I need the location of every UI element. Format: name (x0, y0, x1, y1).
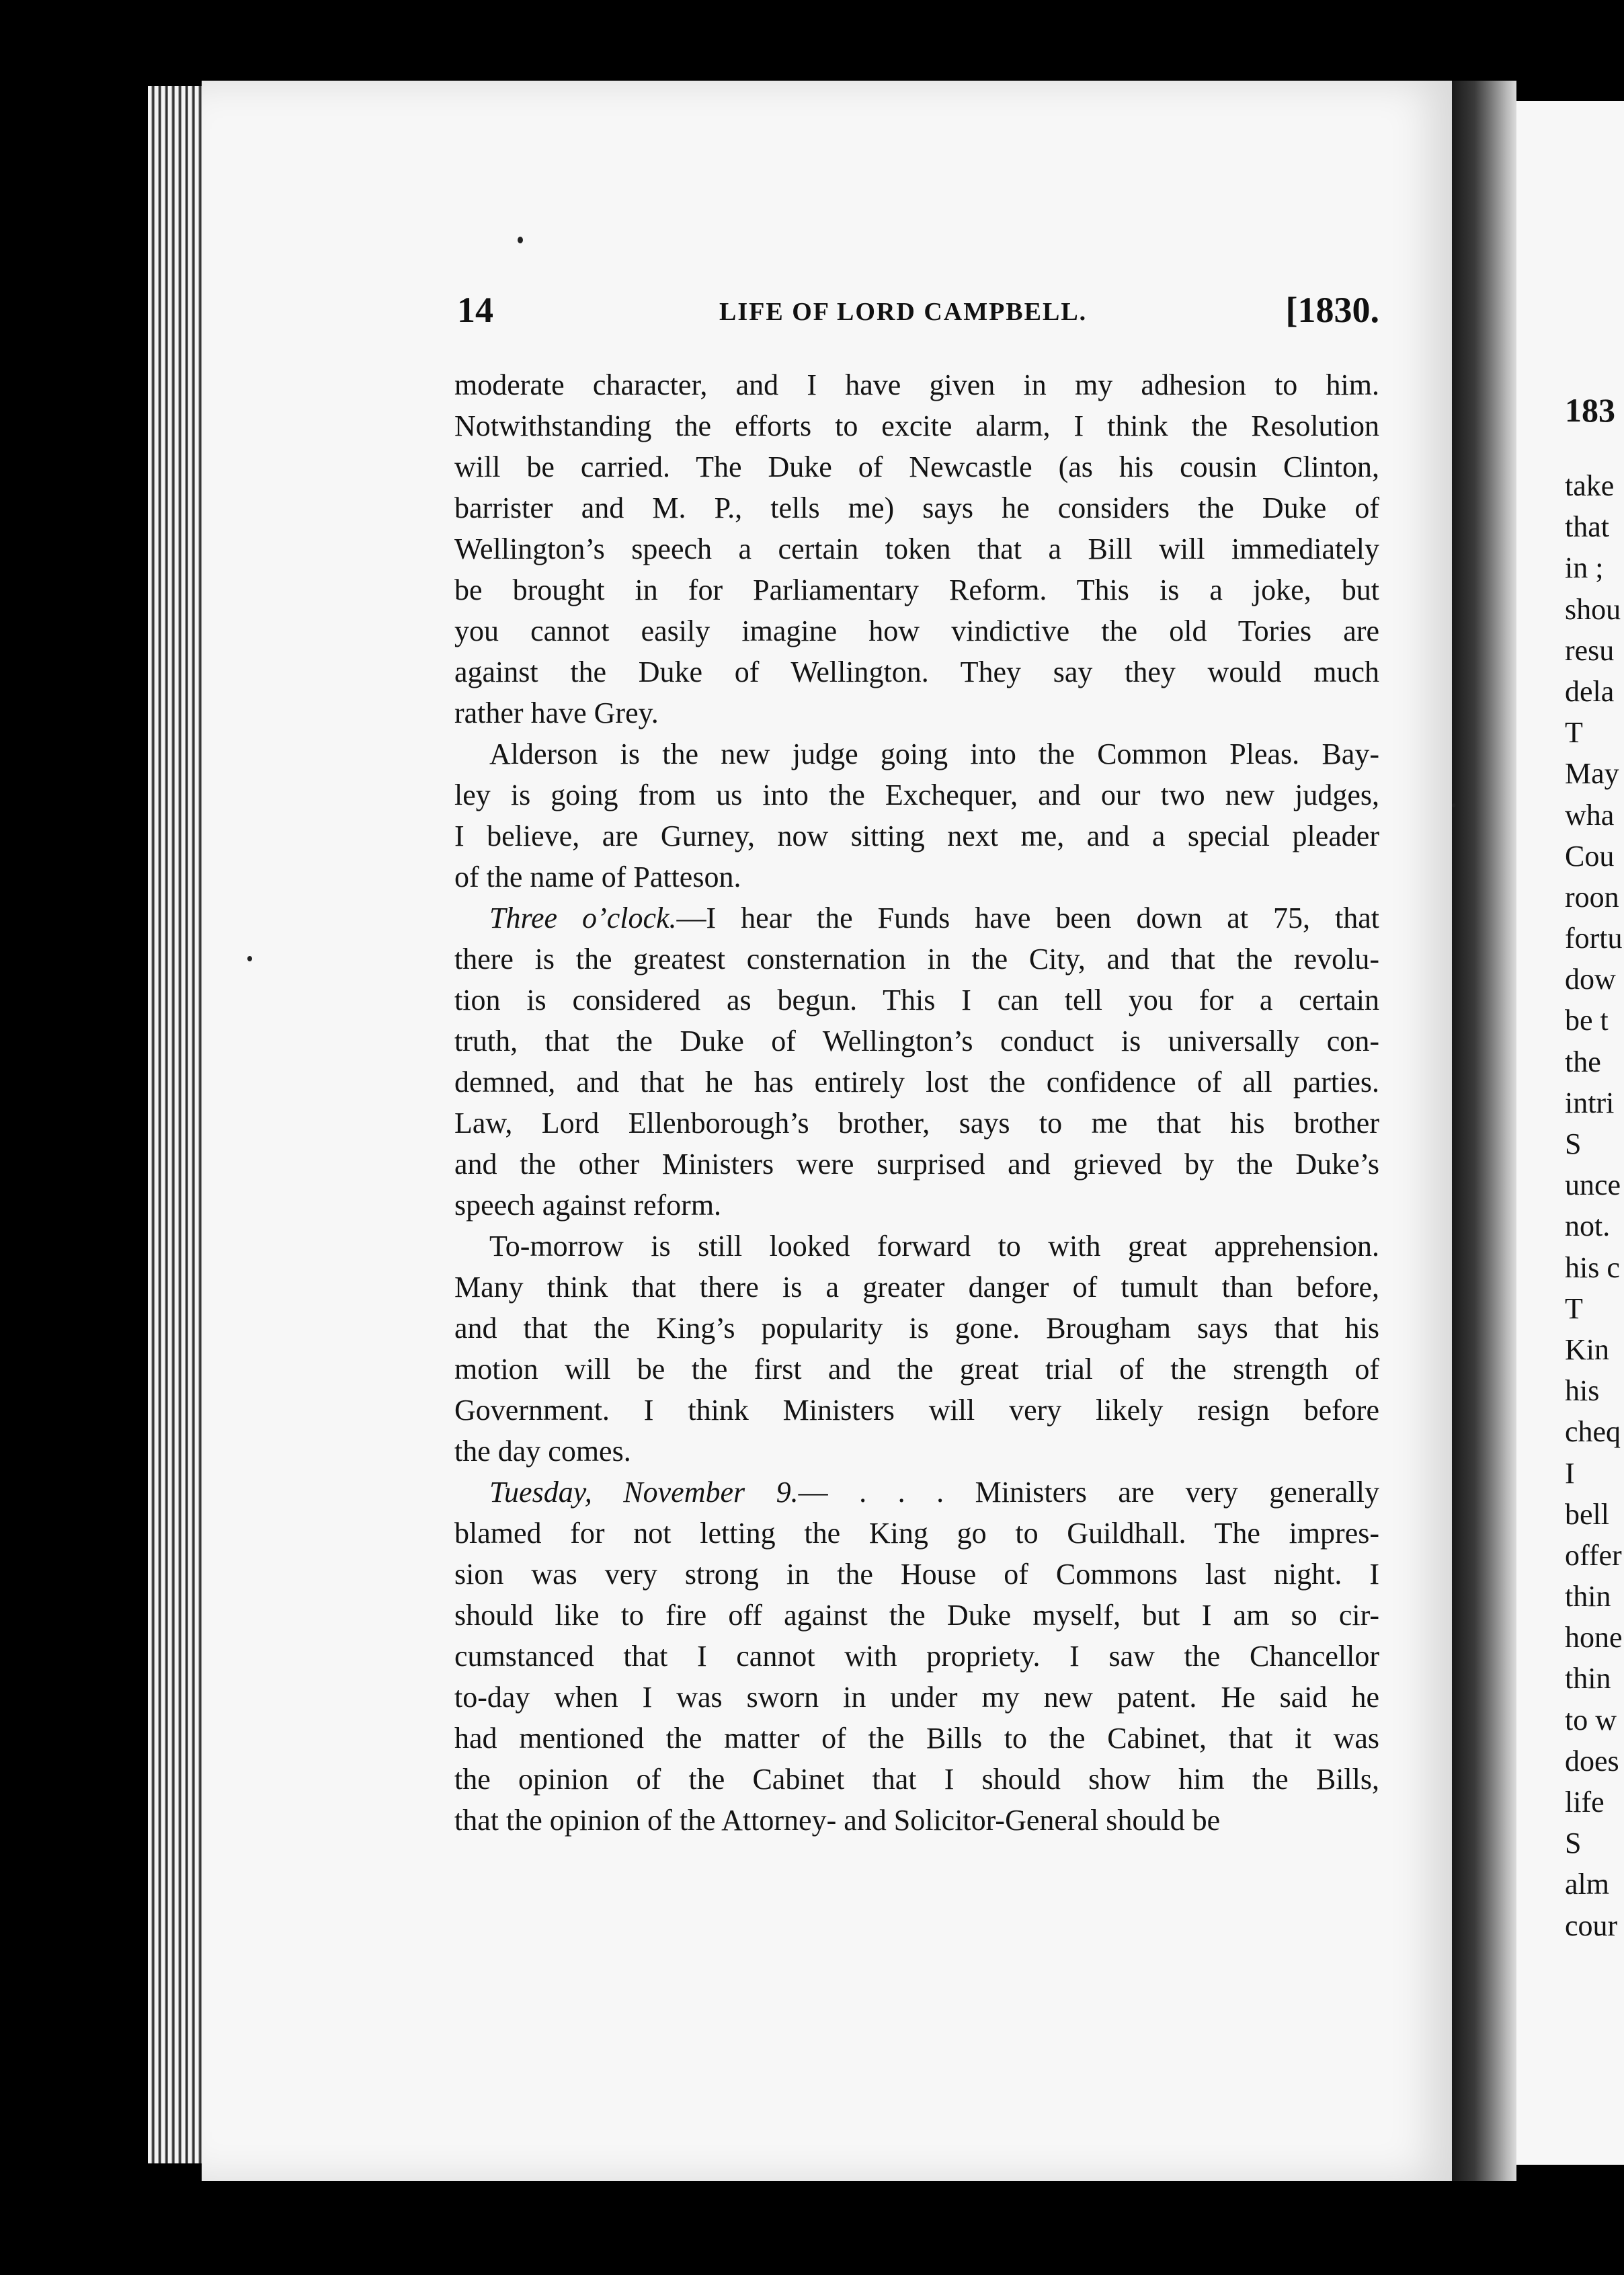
facing-line-fragment: cheq (1565, 1415, 1621, 1449)
line-text: barrister and M. P., tells me) says he considers the Duke of (454, 491, 1379, 524)
line-text: of the name of Patteson. (454, 861, 741, 893)
line-text: against the Duke of Wellington. They say they would much (454, 655, 1379, 688)
header-year: [1830. (1285, 290, 1379, 330)
facing-line-fragment: May (1565, 757, 1619, 791)
text-line (454, 610, 1379, 651)
facing-line-fragment: thin (1565, 1580, 1611, 1613)
facing-line-fragment: to w (1565, 1703, 1617, 1737)
facing-line-fragment: that (1565, 510, 1609, 544)
text-line (454, 1636, 1379, 1677)
facing-line-fragment: unce (1565, 1168, 1621, 1202)
line-text: tion is considered as begun. This I can tell you for a certain (454, 984, 1379, 1016)
line-text: Law, Lord Ellenborough’s brother, says to me that his brother (454, 1107, 1379, 1140)
line-text: had mentioned the matter of the Bills to the Cabinet, that it was (454, 1722, 1379, 1755)
text-line (454, 1103, 1379, 1144)
text-line (454, 1677, 1379, 1718)
facing-line-fragment: S (1565, 1827, 1582, 1860)
text-line (454, 405, 1379, 446)
facing-page-text (1565, 390, 1624, 1946)
facing-line-fragment: cour (1565, 1909, 1618, 1942)
text-line (454, 1144, 1379, 1185)
facing-line-fragment: take (1565, 469, 1615, 502)
scan-speck (1452, 803, 1456, 807)
text-line (454, 815, 1379, 856)
text-line (454, 1431, 1379, 1472)
line-text: To-morrow is still looked forward to with great apprehension. (489, 1230, 1379, 1263)
facing-line-fragment: does (1565, 1744, 1619, 1778)
facing-line-fragment: the (1565, 1045, 1601, 1078)
facing-line-fragment: his (1565, 1374, 1600, 1408)
line-text: sion was very strong in the House of Commons last night. I (454, 1558, 1379, 1591)
line-text: and the other Ministers were surprised and grieved by the Duke’s (454, 1148, 1379, 1181)
text-line (454, 1062, 1379, 1103)
facing-line-fragment: shou (1565, 592, 1621, 626)
line-text: speech against reform. (454, 1189, 722, 1222)
facing-line-fragment: in ; (1565, 551, 1604, 585)
text-line (454, 651, 1379, 692)
line-text: moderate character, and I have given in my adhesion to him. (454, 368, 1379, 401)
line-text: rather have Grey. (454, 696, 659, 729)
text-line (454, 1267, 1379, 1308)
facing-line-fragment: be t (1565, 1004, 1609, 1037)
paragraph-lead: Tuesday, November 9. (489, 1476, 799, 1509)
text-line (454, 980, 1379, 1021)
text-line (454, 1513, 1379, 1554)
line-text: and that the King’s popularity is gone. Brougham says that his (454, 1312, 1379, 1345)
text-line (454, 1308, 1379, 1349)
facing-line-fragment: not. (1565, 1209, 1611, 1243)
facing-line-fragment: T (1565, 716, 1583, 750)
book-gutter (1452, 81, 1516, 2181)
facing-line-fragment: dela (1565, 674, 1615, 708)
page-number: 14 (457, 290, 493, 330)
text-line (454, 774, 1379, 815)
line-text: Government. I think Ministers will very likely resign before (454, 1394, 1379, 1427)
line-text: the opinion of the Cabinet that I should show him the Bills, (454, 1763, 1379, 1796)
line-text: I believe, are Gurney, now sitting next me, and a special pleader (454, 820, 1379, 852)
text-line (454, 364, 1379, 405)
facing-line-fragment: his c (1565, 1250, 1620, 1284)
facing-line-fragment: resu (1565, 633, 1615, 667)
facing-line-fragment: Kin (1565, 1332, 1609, 1366)
facing-line-fragment: life (1565, 1786, 1605, 1819)
facing-line-fragment: hone (1565, 1621, 1623, 1654)
line-text: to-day when I was sworn in under my new patent. He said he (454, 1681, 1379, 1714)
line-text: cumstanced that I cannot with propriety. I saw the Chancellor (454, 1640, 1379, 1673)
facing-line-fragment: S (1565, 1127, 1582, 1160)
running-header (457, 289, 1379, 336)
text-line (454, 1800, 1379, 1841)
line-text: Alderson is the new judge going into the Common Pleas. Bay- (489, 737, 1379, 770)
line-text: Wellington’s speech a certain token that a Bill will immediately (454, 532, 1379, 565)
line-text: will be carried. The Duke of Newcastle (as his cousin Clinton, (454, 450, 1379, 483)
facing-line-fragment: T (1565, 1291, 1583, 1325)
running-title: LIFE OF LORD CAMPBELL. (719, 298, 1088, 326)
line-text: there is the greatest consternation in the City, and that the revolu- (454, 943, 1379, 975)
text-line (454, 1185, 1379, 1226)
text-line (454, 1554, 1379, 1595)
facing-line-fragment: fortu (1565, 922, 1623, 955)
facing-line-fragment: alm (1565, 1868, 1609, 1901)
line-text: Notwithstanding the efforts to excite alarm, I think the Resolution (454, 409, 1379, 442)
line-text: should like to fire off against the Duke myself, but I am so cir- (454, 1599, 1379, 1632)
text-line (454, 446, 1379, 487)
facing-line-fragment: dow (1565, 963, 1616, 996)
line-text: you cannot easily imagine how vindictive the old Tories are (454, 614, 1379, 647)
text-line (454, 1390, 1379, 1431)
facing-page (1516, 101, 1624, 2165)
text-line (454, 1595, 1379, 1636)
text-line (454, 1472, 1379, 1513)
line-text: Many think that there is a greater danger of tumult than before, (454, 1271, 1379, 1304)
text-line (454, 692, 1379, 733)
line-text: —I hear the Funds have been down at 75, that (676, 902, 1380, 934)
line-text: that the opinion of the Attorney- and Solicitor-General should be (454, 1804, 1221, 1837)
paragraph-lead: Three o’clock. (489, 902, 677, 934)
line-text: motion will be the first and the great trial of the strength of (454, 1353, 1379, 1386)
text-line (454, 528, 1379, 569)
facing-line-fragment: thin (1565, 1662, 1611, 1695)
facing-page-header: 183 (1565, 391, 1615, 429)
page-body (454, 364, 1379, 1841)
scan-speck (247, 956, 252, 961)
line-text: be brought in for Parliamentary Reform. This is a joke, but (454, 573, 1379, 606)
facing-line-fragment: roon (1565, 880, 1619, 914)
text-line (454, 569, 1379, 610)
facing-line-fragment: I (1565, 1456, 1575, 1490)
scan-speck (518, 237, 523, 243)
text-line (454, 939, 1379, 980)
text-line (454, 856, 1379, 897)
line-text: blamed for not letting the King go to Guildhall. The impres- (454, 1517, 1379, 1550)
line-text: demned, and that he has entirely lost the confidence of all parties. (454, 1066, 1379, 1099)
facing-line-fragment: bell (1565, 1497, 1609, 1531)
text-line (454, 1759, 1379, 1800)
text-line (454, 1226, 1379, 1267)
text-line (454, 1349, 1379, 1390)
text-line (454, 1718, 1379, 1759)
text-line (454, 1021, 1379, 1062)
text-line (454, 487, 1379, 528)
line-text: ley is going from us into the Exchequer, and our two new judges, (454, 779, 1379, 811)
text-line (454, 733, 1379, 774)
facing-line-fragment: Cou (1565, 839, 1615, 873)
facing-line-fragment: wha (1565, 798, 1615, 832)
facing-line-fragment: offer (1565, 1538, 1622, 1572)
line-text: truth, that the Duke of Wellington’s conduct is universally con- (454, 1025, 1379, 1057)
line-text: — . . . Ministers are very generally (798, 1476, 1379, 1509)
text-line (454, 897, 1379, 939)
line-text: the day comes. (454, 1435, 631, 1468)
facing-line-fragment: intri (1565, 1086, 1615, 1119)
